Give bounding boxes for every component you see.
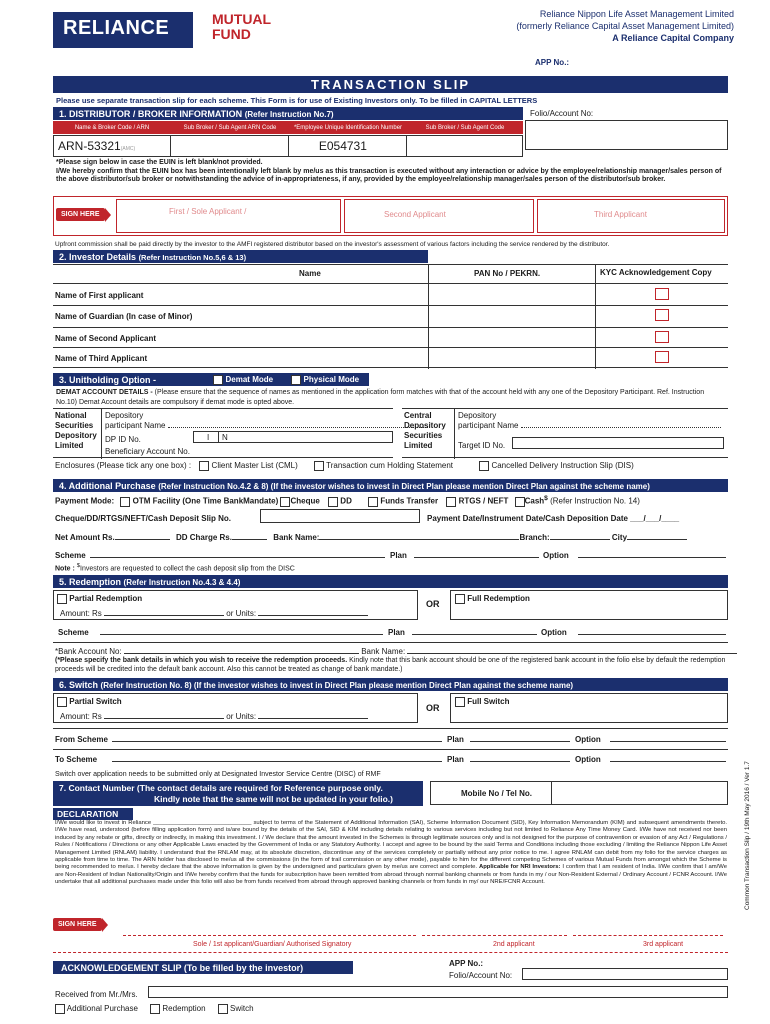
mobile-box: Mobile No / Tel No. (430, 781, 728, 805)
partial-switch-checkbox[interactable] (57, 697, 67, 707)
bank-name-input[interactable] (319, 539, 519, 540)
euin-field[interactable]: E054731 (289, 136, 407, 156)
full-redemption-checkbox[interactable] (455, 594, 465, 604)
redemption-units-input[interactable] (258, 615, 368, 616)
branch-input[interactable] (550, 539, 610, 540)
bank-note: (*Please specify the bank details in which you wish to receive the redemption proceeds. Kindly note that this bank account should be one of the registered bank account in the folio else by default the redemption proceeds will be credited into the default bank account. Also this cannot be treated as change of bank mandate.) (55, 657, 726, 673)
arn-field[interactable]: ARN-53321(AMC) (54, 136, 171, 156)
broker-values (53, 135, 523, 157)
full-switch-checkbox[interactable] (455, 697, 465, 707)
from-option-input[interactable] (610, 741, 726, 742)
switch-amount-input[interactable] (104, 718, 224, 719)
form-title: TRANSACTION SLIP (53, 76, 728, 93)
ack-folio-input[interactable] (522, 968, 728, 980)
redemption-scheme-input[interactable] (100, 634, 383, 635)
ack-redemption-checkbox[interactable] (150, 1004, 160, 1014)
rtgs-checkbox[interactable] (446, 497, 456, 507)
sign-line-2[interactable] (422, 935, 567, 936)
received-from-input[interactable] (148, 986, 728, 998)
received-from: Received from Mr./Mrs. (55, 990, 138, 999)
ack-options: Additional Purchase Redemption Switch (55, 1004, 254, 1014)
cdsl-target-id-input[interactable] (512, 437, 724, 449)
kyc-checkbox-2[interactable] (655, 309, 669, 321)
col-name: Name (299, 269, 321, 278)
otm-checkbox[interactable] (120, 497, 130, 507)
logo (53, 12, 193, 48)
declaration-heading: DECLARATION (53, 808, 133, 820)
kyc-checkbox-3[interactable] (655, 331, 669, 343)
redemption-bank-name-input[interactable] (407, 653, 737, 654)
city-input[interactable] (627, 539, 687, 540)
option-label: Option (543, 551, 569, 560)
nsdl-block: National Securities Depository Limited Depository participant Name DP ID No. I N Beneficiary Account No. (53, 408, 393, 458)
funds-transfer-checkbox[interactable] (368, 497, 378, 507)
company-info: Reliance Nippon Life Asset Management Limited (formerly Reliance Capital Asset Management Limited) A Reliance Capital Company (516, 9, 734, 43)
euin-confirmation: I/We hereby confirm that the EUIN box has been intentionally left blank by me/us as this transaction is executed without any interaction or advice by the employee/relationship manager/sales person of the above distributor/sub broker or notwithstanding the advice of in-appropriateness, if any, provided by the employee/relationship manager/sales person of the distributor/sub broker. (56, 168, 722, 183)
switch-units-input[interactable] (258, 718, 368, 719)
euin-sign-box (53, 196, 728, 236)
ack-additional-purchase-checkbox[interactable] (55, 1004, 65, 1014)
partial-switch-box: Partial Switch Amount: Rs or Units: (53, 693, 418, 723)
net-amount-row: Net Amount Rs. DD Charge Rs. Bank Name: Branch: City (55, 533, 687, 542)
section6-heading: 6. Switch (Refer Instruction No. 8) (If the investor wishes to invest in Direct Plan please mention Direct Plan against the scheme name) (53, 678, 728, 691)
app-no-label: APP No.: (535, 58, 570, 67)
ack-heading: ACKNOWLEDGEMENT SLIP (To be filled by the investor) (53, 961, 353, 974)
option-input[interactable] (578, 557, 726, 558)
subbroker-arn-field[interactable] (171, 136, 288, 156)
bank-account-input[interactable] (124, 653, 359, 654)
to-scheme-input[interactable] (112, 761, 442, 762)
demat-checkbox[interactable] (213, 375, 223, 385)
demat-details: DEMAT ACCOUNT DETAILS - (Please ensure that the sequence of names as mentioned in the application form matches with that of the account held with any one of the Depository Participant. Ref. Instruction No.10) Demat Account details are compulsory if demat mode is opted above. (56, 389, 705, 406)
redemption-option-input[interactable] (578, 634, 726, 635)
redemption-plan-label: Plan (388, 628, 405, 637)
side-version-text: Common Transaction Slip / 19th May 2016 / Ver 1.7 (744, 761, 751, 910)
section3-heading: 3. Unitholding Option - Demat Mode Physical Mode (53, 373, 369, 386)
folio-label: Folio/Account No: (530, 109, 594, 118)
from-option-label: Option (575, 735, 601, 744)
bank-account-row: *Bank Account No: Bank Name: (55, 647, 737, 656)
euin-note: *Please sign below in case the EUIN is left blank/not provided. (56, 159, 263, 166)
to-plan-label: Plan (447, 755, 464, 764)
to-plan-input[interactable] (470, 761, 570, 762)
row-first-applicant: Name of First applicant (55, 291, 144, 300)
dd-charge-input[interactable] (232, 539, 267, 540)
col-kyc: KYC Acknowledgement Copy (600, 268, 712, 277)
sign-line-3[interactable] (573, 935, 723, 936)
folio-input[interactable] (525, 120, 728, 150)
switch-or: OR (426, 703, 440, 713)
slip-no-input[interactable] (260, 509, 420, 523)
from-scheme-input[interactable] (112, 741, 442, 742)
physical-checkbox[interactable] (291, 375, 301, 385)
first-applicant-label: First / Sole Applicant / (169, 207, 247, 216)
plan-label: Plan (390, 551, 407, 560)
sign1-caption: Sole / 1st applicant/Guardian/ Authorised Signatory (193, 941, 352, 948)
full-switch-box: Full Switch (450, 693, 728, 723)
third-applicant-label: Third Applicant (594, 210, 647, 219)
col-arn: Name & Broker Code / ARN (74, 124, 150, 131)
scheme-label: Scheme (55, 551, 86, 560)
redemption-plan-input[interactable] (412, 634, 537, 635)
logo-mutual-fund: MUTUAL FUND (212, 11, 272, 42)
col-pan: PAN No / PEKRN. (474, 269, 541, 278)
broker-cols-bar (53, 121, 523, 134)
to-option-label: Option (575, 755, 601, 764)
scheme-input[interactable] (90, 557, 385, 558)
mobile-input[interactable] (551, 782, 728, 804)
redemption-option-label: Option (541, 628, 567, 637)
cash-note: Note : $Investors are requested to collect the cash deposit slip from the DISC (55, 563, 295, 573)
intro-text: Please use separate transaction slip for each scheme. This Form is for use of Existing Investors only. To be filled in CAPITAL LETTERS (56, 96, 538, 105)
subbroker-code-field[interactable] (407, 136, 522, 156)
section7-heading: 7. Contact Number (The contact details are required for Reference purpose only. Kindly note that the same will not be updated in your folio.) (53, 781, 423, 806)
section5-heading: 5. Redemption (Refer Instruction No.4.3 & 4.4) (53, 575, 728, 588)
encl-holding-checkbox[interactable] (314, 461, 324, 471)
encl-cml-checkbox[interactable] (199, 461, 209, 471)
sign-here-tag: SIGN HERE (56, 208, 105, 221)
cash-checkbox[interactable] (515, 497, 525, 507)
nsdl-dp-id-input[interactable]: I N (193, 431, 393, 443)
to-option-input[interactable] (610, 761, 726, 762)
ack-switch-checkbox[interactable] (218, 1004, 228, 1014)
net-amount-input[interactable] (115, 539, 170, 540)
payment-date-input[interactable]: ___/___/____ (630, 514, 680, 523)
sign-first-applicant[interactable] (116, 199, 341, 233)
row-second-applicant: Name of Second Applicant (55, 334, 157, 343)
encl-dis-checkbox[interactable] (479, 461, 489, 471)
section2-heading: 2. Investor Details (Refer Instruction No.5,6 & 13) (53, 250, 428, 263)
sign2-caption: 2nd applicant (493, 941, 535, 948)
redemption-amount-input[interactable] (104, 615, 224, 616)
col-subbroker-arn: Sub Broker / Sub Agent ARN Code (183, 124, 277, 131)
nsdl-dp-name-input[interactable] (168, 427, 428, 428)
section4-heading: 4. Additional Purchase (Refer Instruction No.4.2 & 8) (If the investor wishes to invest in Direct Plan please mention Direct Plan against the scheme name) (53, 479, 728, 492)
sign3-caption: 3rd applicant (643, 941, 684, 948)
slip-no-label: Cheque/DD/RTGS/NEFT/Cash Deposit Slip No. (55, 514, 232, 523)
to-scheme-label: To Scheme (55, 755, 98, 764)
upfront-note: Upfront commission shall be paid directly by the investor to the AMFI registered distributor based on the investor's assessment of various factors including the service rendered by the distributor. (55, 241, 610, 248)
payment-mode-row: Payment Mode: OTM Facility (One Time BankMandate) Cheque DD Funds Transfer RTGS / NEFT Cash$ (Refer Instruction No. 14) (55, 495, 640, 506)
section1-heading: 1. DISTRIBUTOR / BROKER INFORMATION (Refer Instruction No.7) (53, 107, 523, 120)
redemption-or: OR (426, 599, 440, 609)
dd-checkbox[interactable] (328, 497, 338, 507)
partial-redemption-box: Partial Redemption Amount: Rs or Units: (53, 590, 418, 620)
from-plan-input[interactable] (470, 741, 570, 742)
col-euin: *Employee Unique Identification Number (293, 124, 403, 131)
plan-input[interactable] (414, 557, 539, 558)
ack-folio: Folio/Account No: (449, 971, 513, 980)
declaration-text: I/We would like to invest in Reliance ______________________________ subject to terms of the Statement of Additional Information (SAI), Scheme Information Document (SID), Key Information Memorandum (KIM) and subsequent amendments thereto. I/We have read, understood (before filling application form) and is/are bound by the details of the SAI, SID & KIM including details relating to various services including but not limited to Reliance Any Time Money Card. I/We have not received nor been induced by any rebate or gifts, directly or indirectly, in making this investment. I / We declare that the amount invested in the Schemes is through legitimate sources only and is not designed for the purpose of contravention or evasion of any Act / Regulations / Rules / Notifications / Directions or any other Applicable Laws enacted by the Government of India or any Statutory Authority. I accept and agree to be bound by the said Terms and Conditions including those excluding / limiting the Reliance Nippon Life Asset Management Limited (RNLAM) liability. I understand that the RNLAM may, at its absolute discretion, discontinue any of the services completely or partially without any prior notice to me. I agree RNLAM can debit from my folio for the service charges as applicable from time to time. The ARN holder has disclosed to me/us all the commissions (in the form of trail commission or any other mode), payable to him for the different competing Schemes of various Mutual Funds from amongst which the Scheme is being recommended to me/us. I hereby declare that the above information is given by the undersigned and particulars given by me/us are correct and complete. Applicable for NRI Investors: I confirm that I am resident of India. I/We confirm that I am/We are Non-Resident of Indian Nationality/Origin and I/We hereby confirm that the funds for subscription have been remitted from abroad through normal banking channels or from funds in my / our Non-Resident External / Ordinary Account / FCNR Account. I/We undertake that all additional purchases made under this folio will also be from funds received from abroad through approved banking channels or from funds in my/ our NRE/FCNR Account. (55, 820, 727, 886)
switch-note: Switch over application needs to be submitted only at Designated Investor Service Centre (DISC) of RMF (55, 771, 381, 778)
cdsl-dp-name-input[interactable] (521, 427, 721, 428)
declaration-sign-here: SIGN HERE (53, 918, 102, 931)
row-guardian: Name of Guardian (In case of Minor) (55, 312, 193, 321)
full-redemption-box: Full Redemption (450, 590, 728, 620)
enclosures: Enclosures (Please tick any one box) : Client Master List (CML) Transaction cum Holding Statement Cancelled Delivery Instruction Slip (DIS) (55, 461, 634, 471)
partial-redemption-checkbox[interactable] (57, 594, 67, 604)
cheque-checkbox[interactable] (280, 497, 290, 507)
redemption-scheme-label: Scheme (58, 628, 89, 637)
payment-date-label: Payment Date/Instrument Date/Cash Deposition Date ___/___/____ (427, 514, 680, 523)
col-subbroker-code: Sub Broker / Sub Agent Code (425, 124, 505, 131)
from-scheme-label: From Scheme (55, 735, 108, 744)
tear-line (53, 952, 728, 953)
sign-line-1[interactable] (123, 935, 416, 936)
logo-word: RELIANCE (63, 17, 170, 39)
investor-table (53, 264, 728, 368)
kyc-checkbox-4[interactable] (655, 351, 669, 363)
kyc-checkbox-1[interactable] (655, 288, 669, 300)
from-plan-label: Plan (447, 735, 464, 744)
ack-app-no: APP No.: (449, 959, 484, 968)
row-third-applicant: Name of Third Applicant (55, 354, 148, 363)
cdsl-block: Central Depository Securities Limited Depository participant Name Target ID No. (402, 408, 728, 458)
second-applicant-label: Second Applicant (384, 210, 446, 219)
